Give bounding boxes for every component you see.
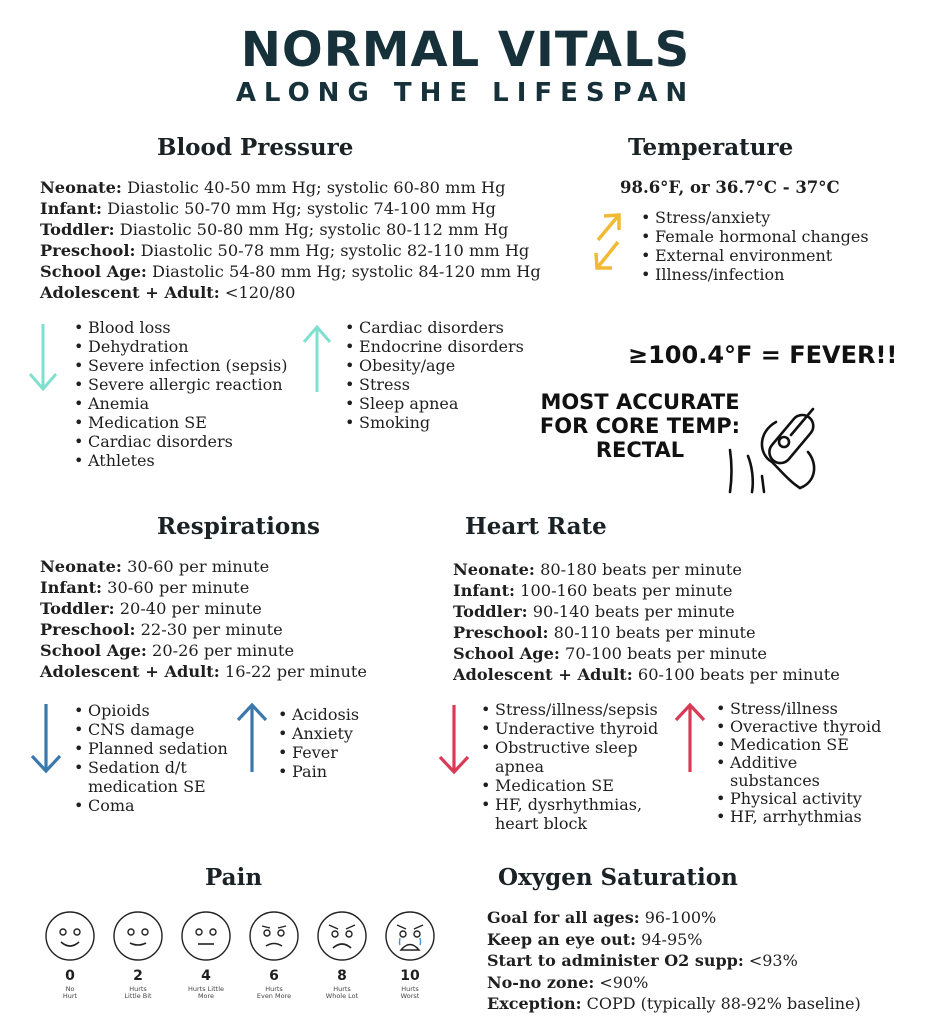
bp-down-arrow-icon — [26, 322, 60, 394]
list-item: medication SE — [88, 777, 206, 796]
respirations-ranges — [40, 556, 367, 682]
frowning-face-icon — [248, 910, 300, 962]
list-item: apnea — [495, 757, 545, 776]
bp-row-infant: Infant: Diastolic 50-70 mm Hg; systolic 74-100 mm Hg — [40, 199, 496, 218]
pain-face-2: 2 Hurts Little Bit — [110, 910, 166, 1000]
rectal-thermometer-icon — [718, 392, 828, 496]
page-title: NORMAL VITALS — [240, 22, 691, 78]
list-item: • Stress/illness/sepsis — [479, 700, 658, 719]
resp-decrease-list — [72, 701, 228, 815]
list-item: • Opioids — [72, 701, 228, 720]
pain-face-6: 6 Hurts Even More — [246, 910, 302, 1000]
bp-row-preschool: Preschool: Diastolic 50-78 mm Hg; systolic 82-110 mm Hg — [40, 241, 530, 260]
pain-face-4: 4 Hurts Little More — [178, 910, 234, 1000]
list-item: • External environment — [639, 246, 869, 265]
o2-row-no-no-zone: No-no zone: <90% — [487, 972, 649, 992]
resp-row-infant: Infant: 30-60 per minute — [40, 578, 250, 597]
list-item: • Coma — [72, 796, 228, 815]
temperature-factors-list — [639, 208, 869, 284]
respirations-heading: Respirations — [157, 513, 320, 540]
pain-face-0: 0 No Hurt — [42, 910, 98, 1000]
hr-row-school-age: School Age: 70-100 beats per minute — [453, 644, 767, 663]
hr-decrease-list — [479, 700, 658, 833]
resp-row-school-age: School Age: 20-26 per minute — [40, 641, 295, 660]
list-item: • Blood loss — [72, 318, 287, 337]
heart-rate-ranges — [453, 559, 840, 685]
bp-increase-list — [343, 318, 524, 432]
list-item: • Medication SE — [72, 413, 287, 432]
neutral-face-icon — [180, 910, 232, 962]
list-item: • Anemia — [72, 394, 287, 413]
fever-threshold: ≥100.4°F = FEVER!! — [628, 341, 898, 369]
hr-row-infant: Infant: 100-160 beats per minute — [453, 581, 733, 600]
list-item: heart block — [495, 814, 588, 833]
list-item: • Anxiety — [276, 724, 359, 743]
list-item: substances — [730, 771, 820, 790]
list-item: • Illness/infection — [639, 265, 869, 284]
resp-increase-list — [276, 705, 359, 781]
o2-row-exception: Exception: COPD (typically 88-92% baseline) — [487, 994, 861, 1013]
core-temp-note: MOST ACCURATE FOR CORE TEMP: RECTAL — [539, 390, 741, 462]
bp-row-school-age: School Age: Diastolic 54-80 mm Hg; systolic 84-120 mm Hg — [40, 262, 541, 281]
list-item: • Stress/anxiety — [639, 208, 869, 227]
hr-row-adult: Adolescent + Adult: 60-100 beats per minute — [453, 665, 840, 684]
list-item: • Athletes — [72, 451, 287, 470]
list-item: • Cardiac disorders — [72, 432, 287, 451]
list-item: • Severe infection (sepsis) — [72, 356, 287, 375]
pain-heading: Pain — [205, 864, 263, 891]
bp-up-arrow-icon — [300, 322, 334, 394]
list-item: • Stress/illness — [714, 700, 881, 718]
list-item: • Cardiac disorders — [343, 318, 524, 337]
bp-decrease-list — [72, 318, 287, 470]
up-down-arrows-icon — [590, 212, 626, 272]
list-item: • Overactive thyroid — [714, 718, 881, 736]
temperature-heading: Temperature — [628, 134, 794, 161]
slight-smile-face-icon — [112, 910, 164, 962]
list-item: • Physical activity — [714, 790, 881, 808]
resp-row-neonate: Neonate: 30-60 per minute — [40, 557, 270, 576]
hr-row-toddler: Toddler: 90-140 beats per minute — [453, 602, 735, 621]
list-item: • Additive — [714, 754, 881, 772]
list-item: • Fever — [276, 743, 359, 762]
list-item: • Obstructive sleep — [479, 738, 658, 757]
list-item: • Acidosis — [276, 705, 359, 724]
hr-row-preschool: Preschool: 80-110 beats per minute — [453, 623, 756, 642]
list-item: • Dehydration — [72, 337, 287, 356]
list-item: • Female hormonal changes — [639, 227, 869, 246]
blood-pressure-heading: Blood Pressure — [157, 134, 354, 161]
heart-rate-heading: Heart Rate — [465, 513, 607, 540]
blood-pressure-ranges — [40, 177, 541, 303]
list-item: • Medication SE — [479, 776, 658, 795]
page-subtitle: ALONG THE LIFESPAN — [235, 78, 696, 108]
smiling-face-icon — [44, 910, 96, 962]
list-item: • Underactive thyroid — [479, 719, 658, 738]
pain-face-10: 10 Hurts Worst — [382, 910, 438, 1000]
resp-down-arrow-icon — [28, 702, 64, 776]
hr-row-neonate: Neonate: 80-180 beats per minute — [453, 560, 743, 579]
resp-row-preschool: Preschool: 22-30 per minute — [40, 620, 283, 639]
list-item: • Stress — [343, 375, 524, 394]
list-item: • Obesity/age — [343, 356, 524, 375]
list-item: • Planned sedation — [72, 739, 228, 758]
list-item: • Severe allergic reaction — [72, 375, 287, 394]
list-item: • HF, dysrhythmias, — [479, 795, 658, 814]
hr-up-arrow-icon — [672, 700, 708, 774]
bp-row-toddler: Toddler: Diastolic 50-80 mm Hg; systolic 80-112 mm Hg — [40, 220, 509, 239]
hr-increase-list — [714, 700, 881, 826]
bp-row-neonate: Neonate: Diastolic 40-50 mm Hg; systolic 60-80 mm Hg — [40, 178, 506, 197]
temperature-normal-value: 98.6°F, or 36.7°C - 37°C — [620, 178, 840, 197]
list-item: • HF, arrhythmias — [714, 808, 881, 826]
o2-row-supplement: Start to administer O2 supp: <93% — [487, 951, 798, 970]
resp-row-toddler: Toddler: 20-40 per minute — [40, 599, 262, 618]
list-item: • Sleep apnea — [343, 394, 524, 413]
o2-row-watch: Keep an eye out: 94-95% — [487, 929, 703, 949]
resp-up-arrow-icon — [234, 700, 270, 774]
list-item: • Smoking — [343, 413, 524, 432]
list-item: • Medication SE — [714, 736, 881, 754]
o2-row-goal: Goal for all ages: 96-100% — [487, 908, 717, 927]
bp-row-adult: Adolescent + Adult: <120/80 — [40, 283, 296, 302]
list-item: • Sedation d/t — [72, 758, 228, 777]
hr-down-arrow-icon — [436, 703, 472, 777]
list-item: • Endocrine disorders — [343, 337, 524, 356]
crying-face-icon — [384, 910, 436, 962]
sad-face-icon — [316, 910, 368, 962]
oxygen-saturation-heading: Oxygen Saturation — [498, 864, 738, 891]
pain-face-8: 8 Hurts Whole Lot — [314, 910, 370, 1000]
resp-row-adult: Adolescent + Adult: 16-22 per minute — [40, 662, 367, 681]
oxygen-saturation-ranges — [487, 907, 861, 1015]
list-item: • Pain — [276, 762, 359, 781]
list-item: • CNS damage — [72, 720, 228, 739]
